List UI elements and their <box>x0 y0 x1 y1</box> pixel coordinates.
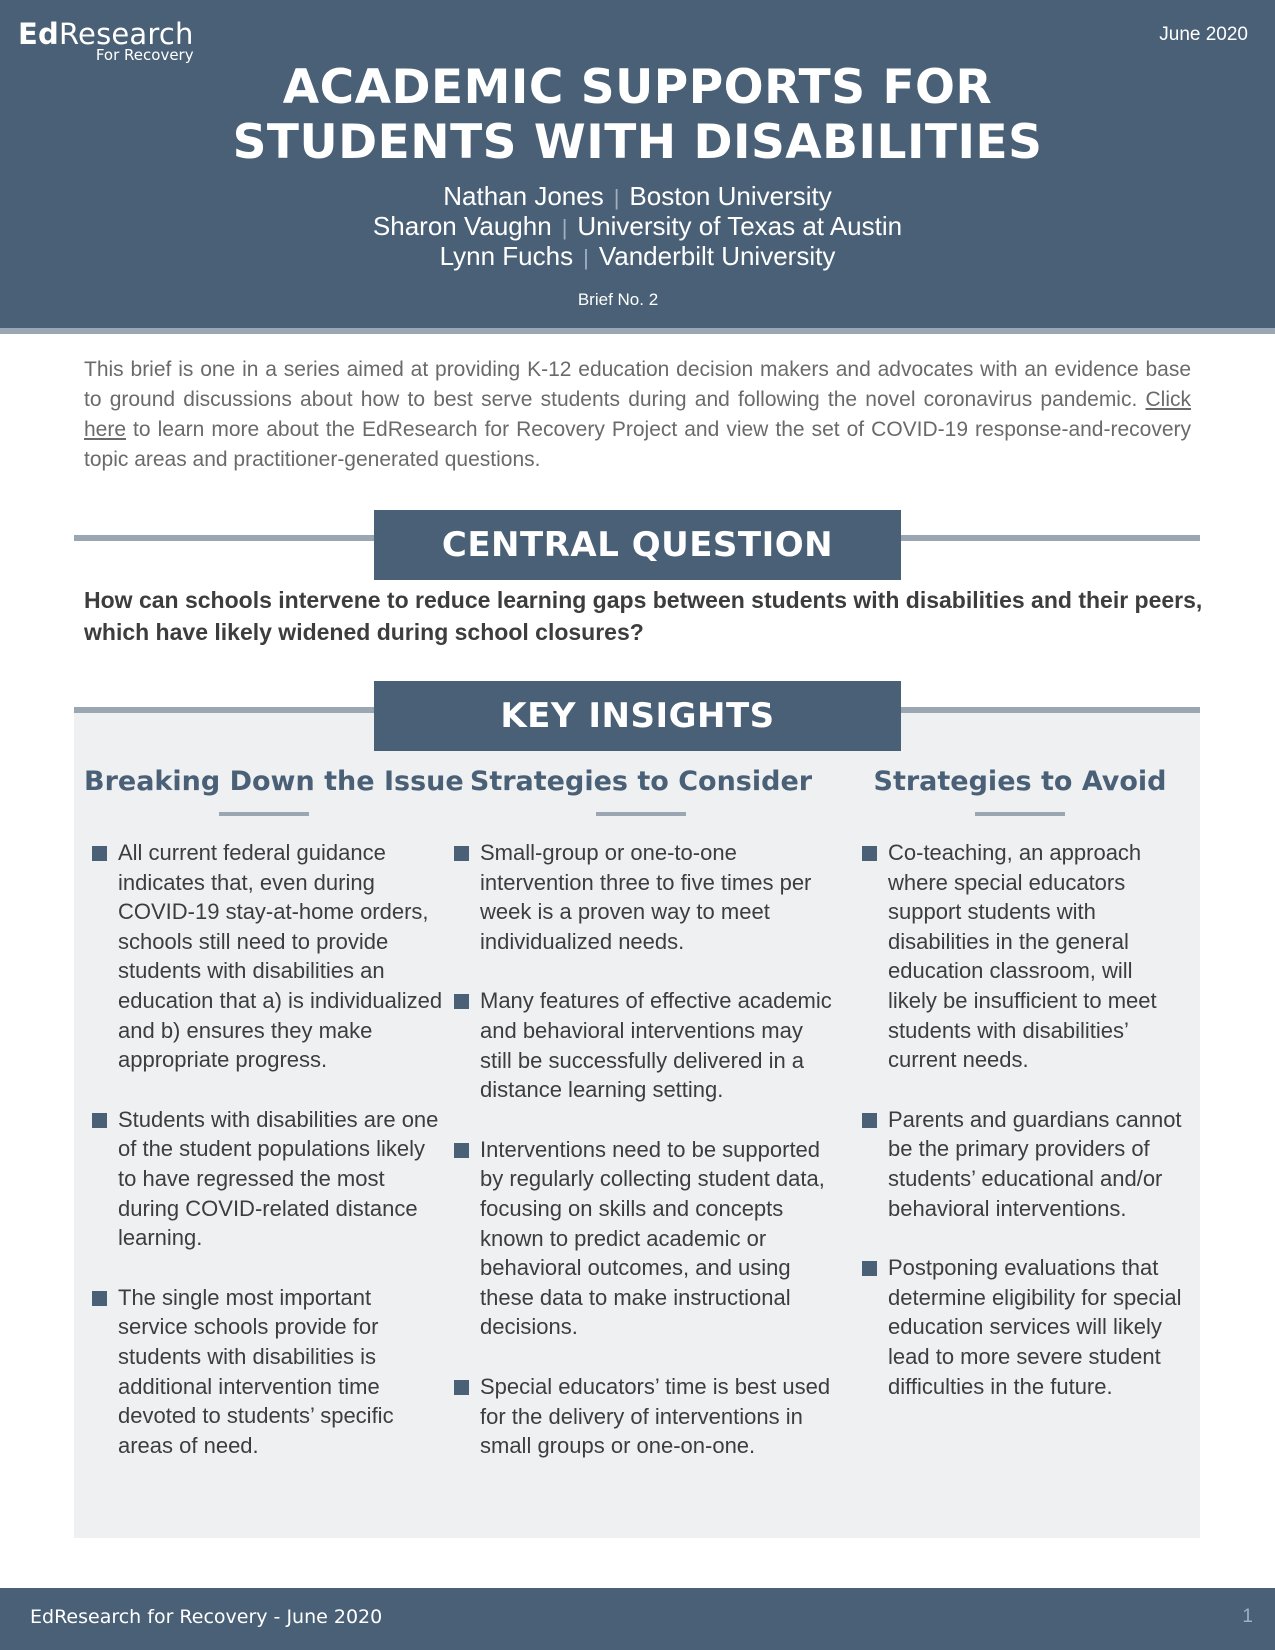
list-item <box>84 838 444 1075</box>
author-list <box>0 182 1275 272</box>
item-text: Co-teaching, an approach where special educators support students with disabilities in the general education classroom, will likely be insufficient to meet students with disabilities’ current needs. <box>888 840 1157 1073</box>
click-here-link[interactable]: Click here <box>84 388 1191 441</box>
column-title: Strategies to Avoid <box>873 766 1167 797</box>
author-separator: | <box>583 245 589 270</box>
list-item <box>854 838 1186 1075</box>
item-text: All current federal guidance indicates that, even during COVID-19 stay-at-home orders, schools still need to provide students with disabilities an education that a) is individualized and b) ensures they make appropriate progress. <box>118 840 443 1073</box>
item-text: Postponing evaluations that determine eligibility for special education services will likely lead to more severe student difficulties in the future. <box>888 1255 1182 1399</box>
author-separator: | <box>613 185 620 210</box>
column-title-underline <box>975 812 1065 816</box>
author-affiliation: Vanderbilt University <box>598 241 836 271</box>
column-strategies-to-avoid <box>854 762 1186 1431</box>
brief-number: Brief No. 2 <box>577 290 659 309</box>
square-bullet-icon <box>862 846 877 861</box>
list-item <box>446 1135 836 1342</box>
square-bullet-icon <box>454 994 469 1009</box>
intro-text-before-link: This brief is one in a series aimed at providing K-12 education decision makers and advocates with an evidence base to ground discussions about how to best serve students during and following the novel coronavirus pandemic. <box>84 358 1191 411</box>
square-bullet-icon <box>92 1113 107 1128</box>
list-item <box>446 1372 836 1461</box>
header-divider <box>0 328 1275 334</box>
item-text: Students with disabilities are one of the student populations likely to have regressed the most during COVID-related distance learning. <box>118 1106 439 1251</box>
list-item <box>854 1253 1186 1401</box>
header-date: June 2020 <box>1159 24 1248 45</box>
item-text: Parents and guardians cannot be the primary providers of students’ educational and/or behavioral interventions. <box>888 1106 1182 1221</box>
intro-text-after-link: to learn more about the EdResearch for Recovery Project and view the set of COVID-19 response-and-recovery topic areas and practitioner-generated questions. <box>84 418 1191 471</box>
list-item <box>84 1283 444 1461</box>
logo-wordmark-rest: Research <box>58 17 194 51</box>
author-affiliation: University of Texas at Austin <box>577 211 903 241</box>
item-text: Many features of effective academic and behavioral interventions may still be successfully delivered in a distance learning setting. <box>480 988 832 1103</box>
item-text: Interventions need to be supported by regularly collecting student data, focusing on skills and concepts known to predict academic or behavioral outcomes, and using these data to make instructional decisions. <box>480 1136 825 1340</box>
insight-list <box>446 838 836 1461</box>
page-footer <box>0 1588 1275 1650</box>
author-line <box>0 182 1275 212</box>
square-bullet-icon <box>454 1143 469 1158</box>
square-bullet-icon <box>92 1291 107 1306</box>
column-title: Breaking Down the Issue <box>84 766 464 797</box>
logo-wordmark-bold: Ed <box>18 17 59 51</box>
edresearch-logo <box>18 16 194 64</box>
page-header <box>0 0 1275 328</box>
central-question-heading: CENTRAL QUESTION <box>374 510 901 580</box>
central-question-text: How can schools intervene to reduce learning gaps between students with disabilities and their peers, which have likely widened during school closures? <box>84 587 1203 645</box>
document-title <box>0 60 1275 170</box>
list-item <box>446 986 836 1104</box>
list-item <box>854 1105 1186 1223</box>
logo-subtitle: For Recovery <box>95 46 194 64</box>
column-title-underline <box>596 812 686 816</box>
title-line-2: STUDENTS WITH DISABILITIES <box>232 115 1043 170</box>
author-name: Nathan Jones <box>443 181 604 211</box>
column-title: Strategies to Consider <box>469 766 813 797</box>
square-bullet-icon <box>454 1380 469 1395</box>
author-line <box>0 242 1275 272</box>
square-bullet-icon <box>862 1113 877 1128</box>
square-bullet-icon <box>92 846 107 861</box>
insight-list <box>854 838 1186 1401</box>
author-name: Sharon Vaughn <box>372 211 552 241</box>
column-title-underline <box>219 812 309 816</box>
author-line <box>0 212 1275 242</box>
author-name: Lynn Fuchs <box>439 241 574 271</box>
title-line-1: ACADEMIC SUPPORTS FOR <box>282 60 993 115</box>
column-breaking-down-the-issue <box>84 762 464 1490</box>
item-text: The single most important service schools provide for students with disabilities is additional intervention time devoted to students’ specific areas of need. <box>118 1284 394 1458</box>
author-separator: | <box>561 215 568 240</box>
square-bullet-icon <box>862 1261 877 1276</box>
footer-text: EdResearch for Recovery - June 2020 <box>30 1606 383 1628</box>
page-number: 1 <box>1242 1606 1253 1627</box>
list-item <box>446 838 836 956</box>
item-text: Special educators’ time is best used for the delivery of interventions in small groups or one-on-one. <box>480 1373 831 1459</box>
author-affiliation: Boston University <box>629 181 832 211</box>
list-item <box>84 1105 444 1253</box>
square-bullet-icon <box>454 846 469 861</box>
insight-list <box>84 838 444 1460</box>
item-text: Small-group or one-to-one intervention three to five times per week is a proven way to meet individualized needs. <box>480 840 812 954</box>
column-strategies-to-consider <box>446 762 836 1491</box>
key-insights-heading: KEY INSIGHTS <box>374 681 901 751</box>
intro-paragraph <box>84 355 1191 475</box>
